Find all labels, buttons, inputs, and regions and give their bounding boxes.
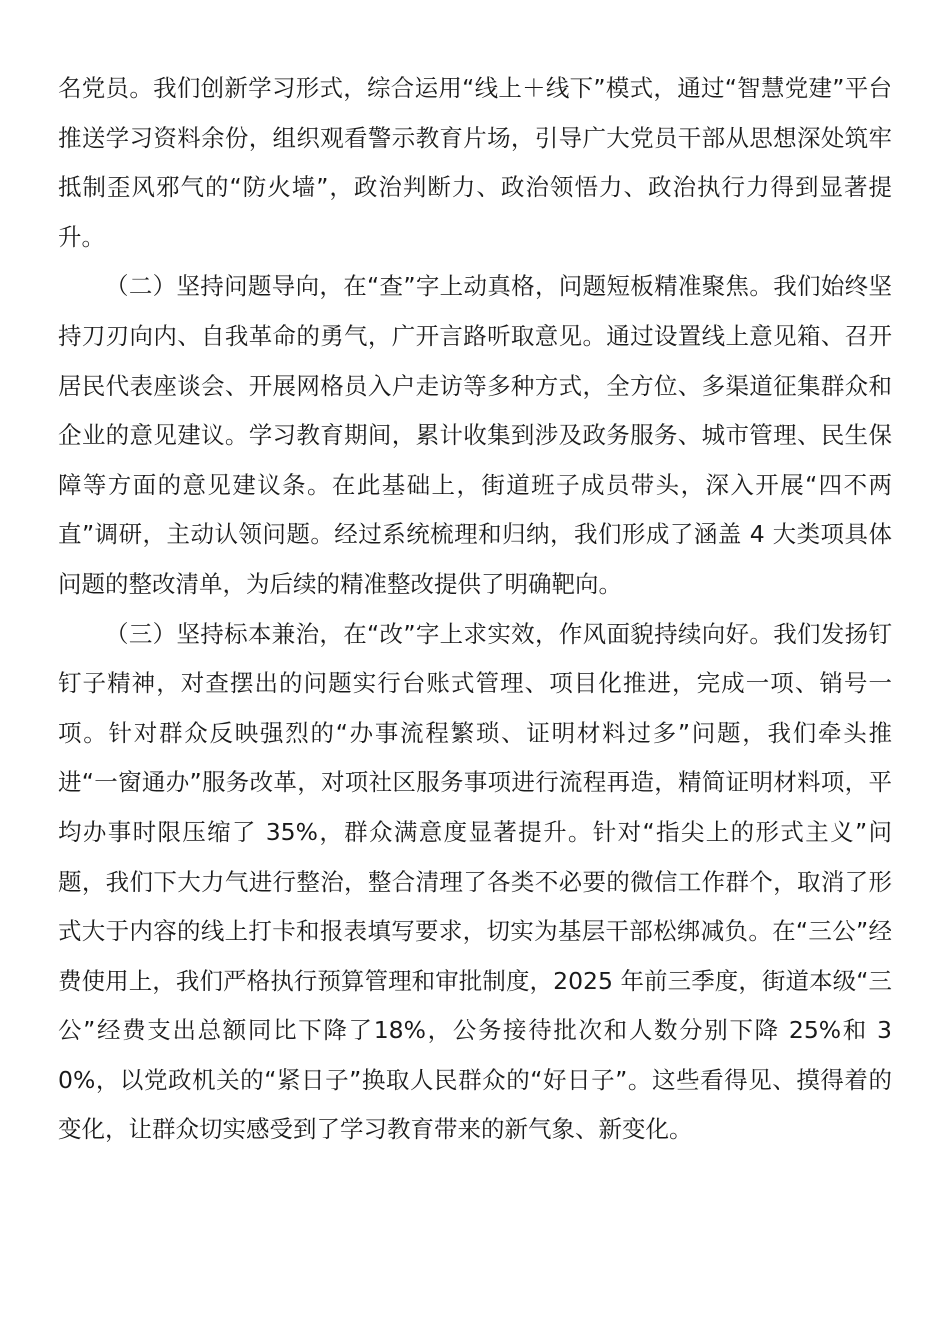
- paragraph-1: 名党员。我们创新学习形式，综合运用“线上＋线下”模式，通过“智慧党建”平台推送学习资料余份，组织观看警示教育片场，引导广大党员干部从思想深处筑牢抵制歪风邪气的“防火墙”，政治判断力、政治领悟力、政治执行力得到显著提升。: [58, 74, 892, 251]
- paragraph-3-rectification: （三）坚持标本兼治，在“改”字上求实效，作风面貌持续向好。我们发扬钉钉子精神，对查摆出的问题实行台账式管理、项目化推进，完成一项、销号一项。针对群众反映强烈的“办事流程繁琐、证明材料过多”问题，我们牵头推进“一窗通办”服务改革，对项社区服务事项进行流程再造，精简证明材料项，平均办事时限压缩了 35%，群众满意度显著提升。针对“指尖上的形式主义”问题，我们下大力气进行整治，整合清理了各类不必要的微信工作群个，取消了形式大于内容的线上打卡和报表填写要求，切实为基层干部松绑减负。在“三公”经费使用上，我们严格执行预算管理和审批制度，2025 年前三季度，街道本级“三公”经费支出总额同比下降了18%，公务接待批次和人数分别下降 25%和 30%，以党政机关的“紧日子”换取人民群众的“好日子”。这些看得见、摸得着的变化，让群众切实感受到了学习教育带来的新气象、新变化。: [58, 619, 892, 1144]
- paragraph-2-problem-orientation: （二）坚持问题导向，在“查”字上动真格，问题短板精准聚焦。我们始终坚持刀刃向内、自我革命的勇气，广开言路听取意见。通过设置线上意见箱、召开居民代表座谈会、开展网格员入户走访等多种方式，全方位、多渠道征集群众和企业的意见建议。学习教育期间，累计收集到涉及政务服务、城市管理、民生保障等方面的意见建议条。在此基础上，街道班子成员带头，深入开展“四不两直”调研，主动认领问题。经过系统梳理和归纳，我们形成了涵盖 4 大类项具体问题的整改清单，为后续的精准整改提供了明确靶向。: [58, 272, 892, 598]
- document-page: [58, 64, 892, 1155]
